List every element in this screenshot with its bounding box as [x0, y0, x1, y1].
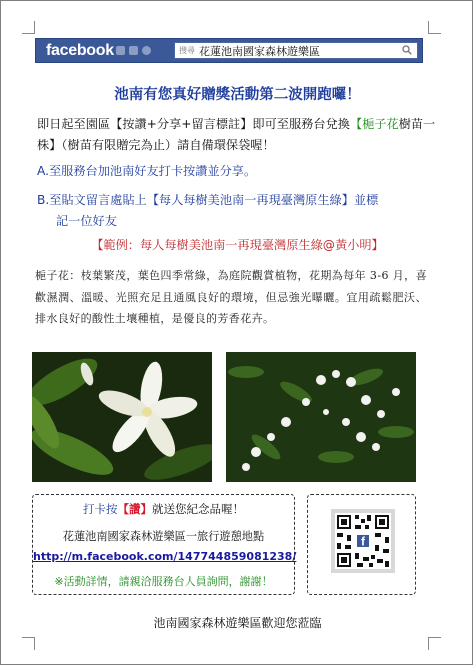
crop-mark-bottom-right: [428, 637, 441, 650]
page-title: 池南有您真好贈獎活動第二波開跑囉！: [114, 87, 361, 103]
gardenia-shrub-photo: [226, 352, 416, 482]
gardenia-flower-photo: [32, 352, 212, 482]
crop-mark-top-right: [428, 21, 441, 34]
facebook-header-bar: [35, 38, 423, 63]
step-a: A.至服務台加池南好友打卡按讚並分享。: [37, 164, 257, 178]
gardenia-description: 梔子花：枝葉繁茂，葉色四季常綠，為庭院觀賞植物，花期為每年 3-6 月，喜歡濕潤、溫暖、光照充足且通風良好的環境，但忌強光曝曬。宜用疏鬆肥沃、排水良好的酸性土壤種植，是優良的芳香花卉。: [35, 269, 427, 325]
facebook-notification-icons: [116, 46, 151, 55]
step-b-line2: 記一位好友: [56, 214, 117, 228]
search-tag: 搜尋: [179, 46, 195, 55]
messages-icon: [129, 46, 138, 55]
search-query: 花蓮池南國家森林遊樂區: [199, 44, 320, 58]
promo-like-keyword: 【讚】: [117, 502, 152, 516]
qr-code-box: [307, 494, 416, 595]
intro-text-1: 即日起至園區【按讚+分享+留言標註】即可至服務台兌換: [37, 117, 350, 131]
facebook-search-box: [174, 42, 418, 59]
promo-checkin-text: 打卡按: [83, 502, 118, 516]
promo-line-1: [33, 501, 294, 517]
svg-text:f: f: [361, 534, 365, 549]
intro-gardenia-highlight: 【梔子花: [349, 117, 399, 131]
facebook-page-link[interactable]: http://m.facebook.com/147744859081238/: [33, 550, 297, 563]
qr-code: [331, 509, 395, 573]
globe-icon: [142, 46, 151, 55]
crop-mark-top-left: [22, 21, 35, 34]
search-icon: [401, 45, 413, 57]
crop-mark-bottom-left: [22, 637, 35, 650]
example-text: 【範例：每人每樹美池南一再現臺灣原生綠@黃小明】: [91, 238, 384, 252]
step-b: [37, 190, 437, 232]
promo-gift-text: 就送您紀念品喔！: [152, 502, 244, 516]
promo-box: [32, 494, 295, 595]
promo-note: ※活動詳情，請親洽服務台人員詢問，謝謝！: [54, 575, 273, 588]
intro-text-2: 樹苗一株】（樹苗有限贈完為止）請自備環保袋喔！: [37, 117, 436, 152]
friends-icon: [116, 46, 125, 55]
footer-welcome: 池南國家森林遊樂區歡迎您蒞臨: [153, 616, 322, 630]
facebook-logo: facebook: [46, 41, 114, 59]
promo-location-name: 花蓮池南國家森林遊樂區一旅行遊憩地點: [62, 530, 265, 543]
intro-paragraph: [37, 114, 437, 156]
step-b-line1: B.至貼文留言處貼上【每人每樹美池南一再現臺灣原生綠】並標: [37, 193, 379, 207]
